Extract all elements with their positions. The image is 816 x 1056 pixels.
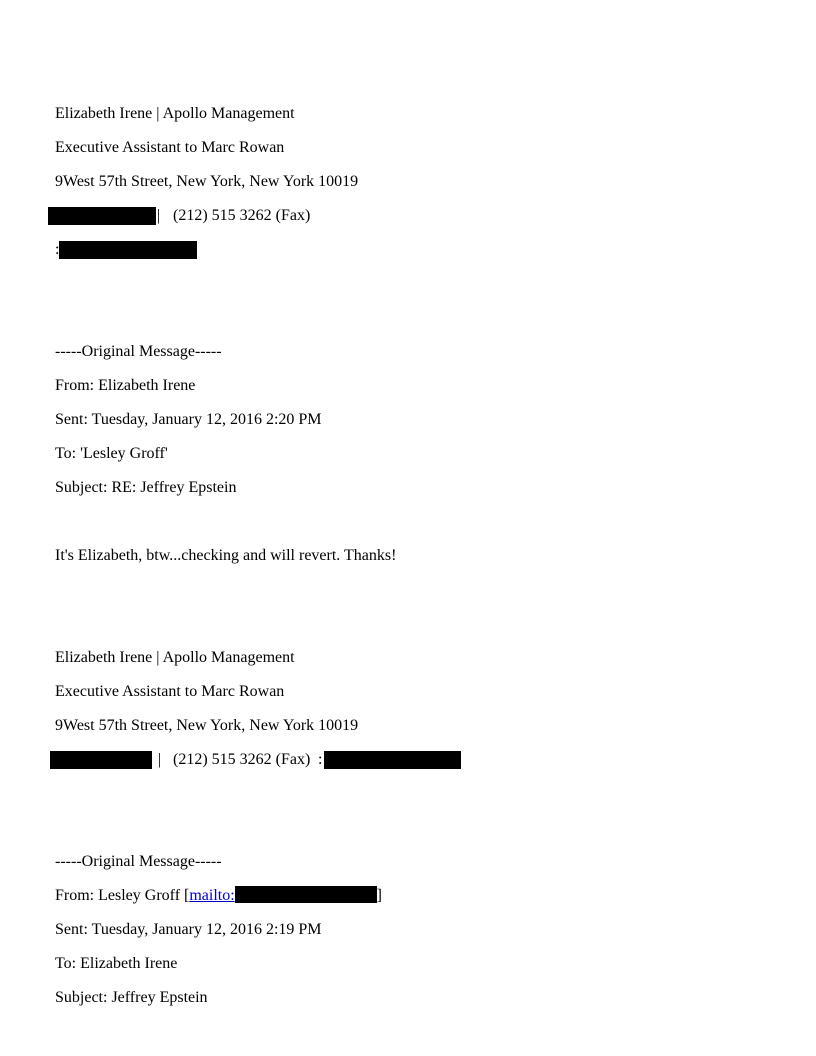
- message-2-from-prefix: From: Lesley Groff [: [55, 887, 190, 904]
- message-1-header: -----Original Message-----: [55, 343, 222, 360]
- signature-1-address: 9West 57th Street, New York, New York 10019: [55, 173, 359, 190]
- message-1-from: From: Elizabeth Irene: [55, 377, 196, 394]
- signature-2-title: Executive Assistant to Marc Rowan: [55, 683, 285, 700]
- message-2-header: -----Original Message-----: [55, 853, 222, 870]
- signature-2-address: 9West 57th Street, New York, New York 10019: [55, 717, 359, 734]
- message-1-body: It's Elizabeth, btw...checking and will revert. Thanks!: [55, 547, 397, 564]
- message-2-subject: Subject: Jeffrey Epstein: [55, 989, 208, 1006]
- signature-2-name-company: Elizabeth Irene | Apollo Management: [55, 649, 295, 666]
- signature-1-name-company: Elizabeth Irene | Apollo Management: [55, 105, 295, 122]
- signature-2-email-redaction: [324, 751, 461, 769]
- message-2-sent: Sent: Tuesday, January 12, 2016 2:19 PM: [55, 921, 322, 938]
- message-2-to: To: Elizabeth Irene: [55, 955, 178, 972]
- message-2-from-suffix: ]: [376, 887, 382, 904]
- signature-1-title: Executive Assistant to Marc Rowan: [55, 139, 285, 156]
- message-1-to: To: 'Lesley Groff': [55, 445, 168, 462]
- message-1-subject: Subject: RE: Jeffrey Epstein: [55, 479, 237, 496]
- signature-2-fax: (212) 515 3262 (Fax): [173, 751, 311, 768]
- message-2-mailto-link[interactable]: mailto:: [189, 887, 235, 904]
- signature-1-phone-redaction: [48, 207, 156, 225]
- message-1-sent: Sent: Tuesday, January 12, 2016 2:20 PM: [55, 411, 322, 428]
- signature-1-email-prefix: :: [55, 241, 60, 258]
- signature-1-email-redaction: [59, 241, 197, 259]
- signature-2-email-prefix: :: [318, 751, 323, 768]
- message-2-from-line: [55, 886, 382, 906]
- signature-2-phone-redaction: [50, 751, 152, 769]
- signature-2-phone-separator: |: [158, 751, 162, 768]
- signature-1-phone-separator: |: [157, 207, 161, 224]
- message-2-email-redaction: [235, 886, 377, 903]
- signature-1-fax: (212) 515 3262 (Fax): [173, 207, 311, 224]
